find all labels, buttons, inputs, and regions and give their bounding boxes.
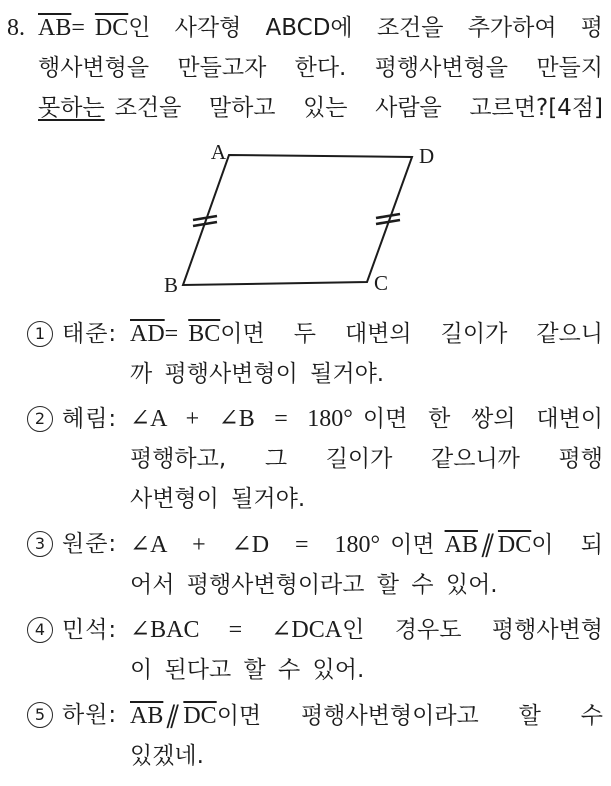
choice-3-speaker-name: 원준: xyxy=(62,531,118,557)
choice-3-circled-number: 3 xyxy=(27,531,53,557)
choice-2 xyxy=(0,399,603,519)
equals-sign: = xyxy=(71,15,85,41)
vertex-label-d: D xyxy=(419,144,435,168)
title-line-2: 행사변형을 만들고자 한다. 평행사변형을 만들지 xyxy=(38,55,603,81)
choice-5-speaker-name: 하원: xyxy=(62,702,118,728)
choice-1-circled-number: 1 xyxy=(27,321,53,347)
angle-equation: ∠BAC = ∠DCA xyxy=(130,617,343,643)
choice-3-text: 이 되 xyxy=(531,532,603,558)
choice-3-line-2: 어서 평행사변형이라고 할 수 있어. xyxy=(130,572,498,598)
choice-2-circled-number: 2 xyxy=(27,406,53,432)
vertex-label-b: B xyxy=(163,273,178,297)
choice-5-text: 이면 평행사변형이라고 할 수 xyxy=(216,703,603,729)
choice-4 xyxy=(0,610,603,690)
vertex-label-c: C xyxy=(374,271,389,295)
question-title-block xyxy=(0,0,611,128)
choice-2-text: 이면 한 쌍의 대변이 xyxy=(362,406,603,432)
segment-dc-overline: $\overline{DC}$ xyxy=(497,532,532,558)
choice-5-line-1 xyxy=(130,695,603,736)
segment-dc-overline: $\overline{DC}$ xyxy=(94,15,129,41)
choice-5 xyxy=(0,695,603,776)
choice-2-line-1 xyxy=(130,399,603,439)
underlined-keyword: 못하는 xyxy=(38,95,105,121)
choice-1 xyxy=(0,314,603,394)
choice-3-connector: 이면 xyxy=(390,532,435,558)
answer-choices xyxy=(0,314,611,776)
choice-1-text: 이면 두 대변의 길이가 같으니 xyxy=(220,321,603,347)
segment-ab-overline: $\overline{AB}$ xyxy=(38,15,72,41)
equals-sign: = xyxy=(164,321,179,347)
choice-2-line-3: 사변형이 될거야. xyxy=(130,486,306,512)
choice-2-line-2: 평행하고, 그 길이가 같으니까 평행 xyxy=(130,446,603,472)
vertex-label-a: A xyxy=(210,140,226,164)
title-line-3-text: 조건을 말하고 있는 사람을 고르면? xyxy=(114,95,549,121)
tick-mark-side-dc xyxy=(376,214,400,224)
choice-3 xyxy=(0,524,603,605)
choice-1-line-2: 까 평행사변형이 될거야. xyxy=(130,361,385,387)
points-badge: [4점] xyxy=(548,95,603,121)
question-number: 8. xyxy=(7,15,25,41)
choice-3-line-1 xyxy=(130,524,603,565)
parallel-symbol: ∥ xyxy=(477,530,498,558)
segment-ab-overline: $\overline{AB}$ xyxy=(130,703,164,729)
choice-4-line-2: 이 된다고 할 수 있어. xyxy=(130,657,365,683)
choice-4-speaker-name: 민석: xyxy=(62,617,118,643)
segment-bc-overline: $\overline{BC}$ xyxy=(188,321,221,347)
choice-4-circled-number: 4 xyxy=(27,617,53,643)
segment-dc-overline: $\overline{DC}$ xyxy=(183,703,217,729)
choice-2-speaker-name: 혜림: xyxy=(62,406,118,432)
choice-4-text: 인 경우도 평행사변형 xyxy=(342,617,603,643)
title-line-1 xyxy=(38,8,603,48)
segment-ad-overline: $\overline{AD}$ xyxy=(130,321,165,347)
choice-1-speaker-name: 태준: xyxy=(62,321,118,347)
angle-equation: ∠A + ∠B = 180° xyxy=(130,406,353,432)
title-line-1-text: 인 사각형 ABCD에 조건을 추가하여 평 xyxy=(128,15,603,41)
choice-5-line-2: 있겠네. xyxy=(130,743,204,769)
choice-5-circled-number: 5 xyxy=(27,702,53,728)
parallel-symbol: ∥ xyxy=(163,701,184,729)
segment-ab-overline: $\overline{AB}$ xyxy=(444,532,478,558)
parallelogram-figure xyxy=(148,134,468,304)
choice-4-line-1 xyxy=(130,610,603,650)
parallelogram-outline xyxy=(183,155,412,285)
title-line-3 xyxy=(38,88,603,128)
choice-1-line-1 xyxy=(130,314,603,354)
angle-equation: ∠A + ∠D = 180° xyxy=(130,532,381,558)
